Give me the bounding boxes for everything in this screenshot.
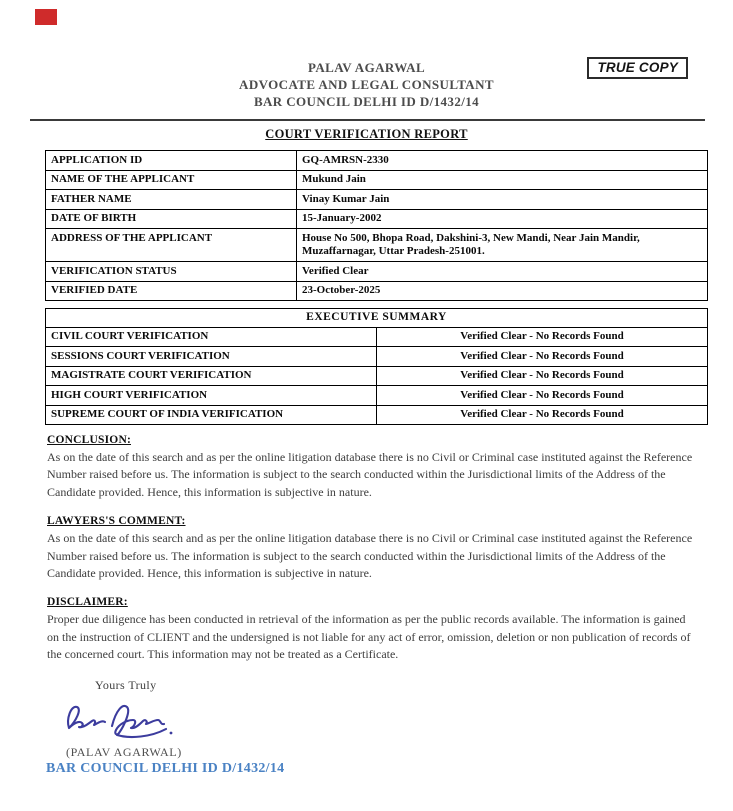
section-heading: LAWYERS'S COMMENT:: [47, 515, 186, 528]
lawyers-comment-section: [47, 515, 693, 582]
disclaimer-section: [47, 596, 693, 663]
red-stamp-mark: [35, 9, 57, 25]
court-result: Verified Clear - No Records Found: [377, 405, 708, 425]
applicant-details-table: [45, 150, 708, 301]
court-label: SUPREME COURT OF INDIA VERIFICATION: [46, 405, 377, 425]
letterhead: [0, 0, 733, 110]
court-result: Verified Clear - No Records Found: [377, 366, 708, 386]
court-result: Verified Clear - No Records Found: [377, 327, 708, 347]
court-result: Verified Clear - No Records Found: [377, 386, 708, 406]
table-row: [46, 229, 708, 262]
table-row: [46, 347, 708, 367]
court-label: SESSIONS COURT VERIFICATION: [46, 347, 377, 367]
table-row: [46, 327, 708, 347]
table-row: [46, 386, 708, 406]
section-body: As on the date of this search and as per the online litigation database there is no Civil or Criminal case instituted against the Reference Number raised before us. The information is subject to the search conducted within the Jurisdictional limits of the Address of the Candidate provided. Hence, this information is subjective in nature.: [47, 531, 693, 581]
field-value: Mukund Jain: [297, 170, 708, 190]
true-copy-stamp: TRUE COPY: [587, 57, 688, 79]
report-title: COURT VERIFICATION REPORT: [265, 127, 468, 141]
field-label: VERIFIED DATE: [46, 281, 297, 301]
executive-summary-header: EXECUTIVE SUMMARY: [46, 309, 708, 328]
section-heading: CONCLUSION:: [47, 434, 131, 446]
section-body: As on the date of this search and as per the online litigation database there is no Civil or Criminal case instituted against the Reference Number raised before us. The information is subject to the search conducted within the Jurisdictional limits of the Address of the Candidate provided. Hence, this information is subjective in nature.: [47, 450, 693, 499]
field-label: FATHER NAME: [46, 190, 297, 210]
executive-summary-table: [45, 308, 708, 425]
conclusion-section: [47, 434, 693, 501]
court-label: HIGH COURT VERIFICATION: [46, 386, 377, 406]
field-label: DATE OF BIRTH: [46, 209, 297, 229]
field-value: 15-January-2002: [297, 209, 708, 229]
court-label: CIVIL COURT VERIFICATION: [46, 327, 377, 347]
signatory-bar-council-id: BAR COUNCIL DELHI ID D/1432/14: [46, 760, 285, 776]
field-value: GQ-AMRSN-2330: [297, 151, 708, 171]
field-label: NAME OF THE APPLICANT: [46, 170, 297, 190]
table-row: [46, 170, 708, 190]
table-row: [46, 262, 708, 282]
field-value: House No 500, Bhopa Road, Dakshini-3, New Mandi, Near Jain Mandir, Muzaffarnagar, Uttar Pradesh-251001.: [297, 229, 708, 262]
court-label: MAGISTRATE COURT VERIFICATION: [46, 366, 377, 386]
section-heading: DISCLAIMER:: [47, 596, 128, 609]
section-body: Proper due diligence has been conducted in retrieval of the information as per the public records available. The information is gained on the instruction of CLIENT and the undersigned is not liable for any act of error, omission, deletion or non publication of records of the concerned court. This information may not be treated as a Certificate.: [47, 612, 691, 662]
field-value: Verified Clear: [297, 262, 708, 282]
salutation: Yours Truly: [95, 677, 157, 692]
field-value: Vinay Kumar Jain: [297, 190, 708, 210]
table-row: [46, 281, 708, 301]
table-row: [46, 405, 708, 425]
table-row: [46, 209, 708, 229]
table-row: [46, 309, 708, 328]
table-row: [46, 366, 708, 386]
letterhead-bar-council-id: BAR COUNCIL DELHI ID D/1432/14: [253, 94, 480, 109]
field-label: ADDRESS OF THE APPLICANT: [46, 229, 297, 262]
signatory-name: (PALAV AGARWAL): [66, 744, 182, 759]
signature-scribble: [60, 697, 180, 743]
field-value: 23-October-2025: [297, 281, 708, 301]
advocate-designation: ADVOCATE AND LEGAL CONSULTANT: [239, 77, 494, 92]
advocate-name: PALAV AGARWAL: [307, 60, 426, 75]
table-row: [46, 151, 708, 171]
header-divider: [30, 119, 705, 121]
court-result: Verified Clear - No Records Found: [377, 347, 708, 367]
field-label: APPLICATION ID: [46, 151, 297, 171]
field-label: VERIFICATION STATUS: [46, 262, 297, 282]
table-row: [46, 190, 708, 210]
